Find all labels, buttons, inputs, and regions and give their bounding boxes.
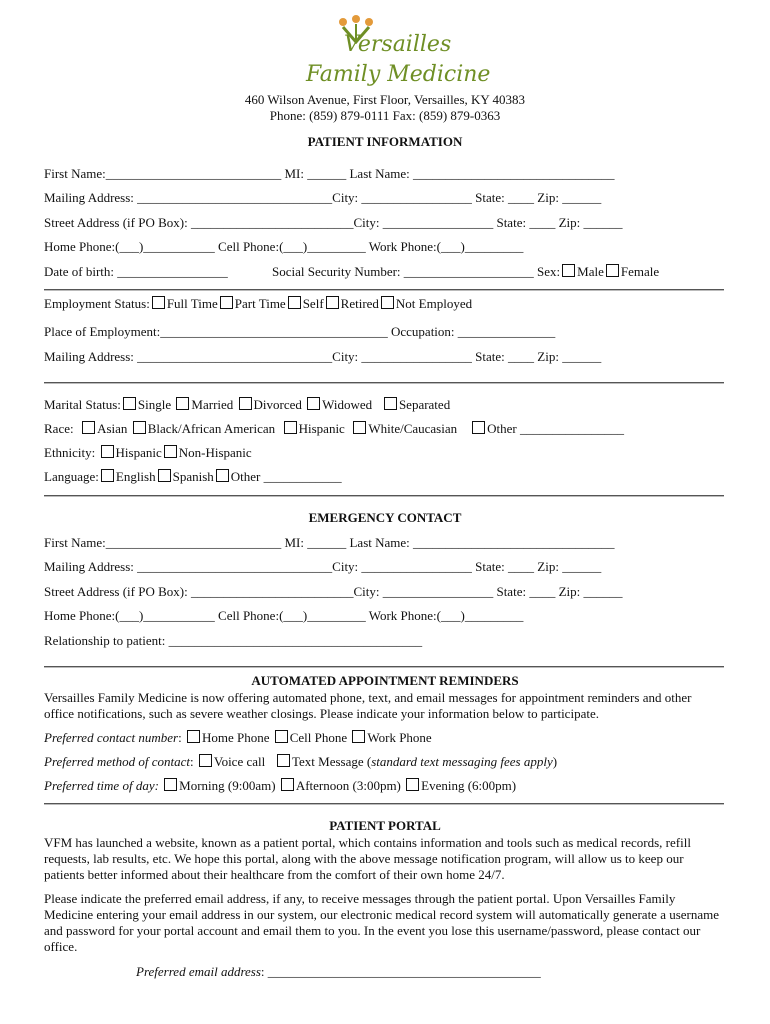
language-checkbox[interactable] (216, 469, 229, 482)
time-option: Evening (6:00pm) (421, 778, 517, 793)
race-checkbox[interactable] (353, 421, 366, 434)
employment-status-label: Employment Status: (44, 296, 150, 311)
marital-status-row (44, 397, 450, 413)
race-row (44, 421, 624, 437)
patient-street-row[interactable]: Street Address (if PO Box): _________________________City: _________________ State: ____ Zip: ______ (44, 215, 623, 230)
race-option: Black/African American (147, 421, 276, 436)
employment-option: Retired (340, 296, 379, 311)
sex-female-checkbox[interactable] (606, 264, 619, 277)
language-row (44, 469, 342, 485)
relationship-row[interactable]: Relationship to patient: _______________________________________ (44, 633, 423, 648)
marital-checkbox[interactable] (307, 397, 320, 410)
language-option: English (115, 469, 156, 484)
method-text-label: Text Message ( (292, 754, 372, 769)
ethnicity-option: Hispanic (115, 445, 162, 460)
divider (44, 666, 724, 668)
employment-option: Full Time (166, 296, 218, 311)
race-option: Other ________________ (487, 421, 624, 436)
employment-checkbox[interactable] (381, 296, 394, 309)
race-checkbox[interactable] (284, 421, 297, 434)
method-checkbox[interactable] (277, 754, 290, 767)
race-checkbox[interactable] (472, 421, 485, 434)
emergency-phone-row[interactable]: Home Phone:(___)___________ Cell Phone:(___)_________ Work Phone:(___)_________ (44, 608, 524, 623)
employment-checkbox[interactable] (152, 296, 165, 309)
race-label: Race: (44, 421, 74, 436)
employment-checkbox[interactable] (220, 296, 233, 309)
divider (44, 289, 724, 291)
language-label: Language: (44, 469, 99, 484)
time-checkbox[interactable] (281, 778, 294, 791)
sex-male-label: Male (577, 264, 604, 279)
employment-checkbox[interactable] (326, 296, 339, 309)
contact-method-row: Preferred method of contact: Voice call Text Message (standard text messaging fees apply) (44, 754, 558, 769)
marital-checkbox[interactable] (123, 397, 136, 410)
race-option: Asian (97, 421, 128, 436)
dob-field[interactable]: Date of birth: _________________ (44, 264, 228, 279)
employment-option: Not Employed (395, 296, 473, 311)
method-text-note: standard text messaging fees apply (371, 754, 553, 769)
method-voice-label: Voice call (213, 754, 266, 769)
reminders-intro: Versailles Family Medicine is now offering automated phone, text, and email messages for appointment reminders and other office notifications, such as severe weather closings. Please indicate your information below to participate. (44, 690, 692, 721)
contact-checkbox[interactable] (187, 730, 200, 743)
contact-option: Home Phone (201, 730, 270, 745)
sex-female-label: Female (620, 264, 660, 279)
employment-place-row[interactable]: Place of Employment:___________________________________ Occupation: _______________ (44, 324, 556, 339)
emergency-title: EMERGENCY CONTACT (308, 510, 462, 525)
time-of-day-row (44, 778, 516, 794)
employment-checkbox[interactable] (288, 296, 301, 309)
contact-checkbox[interactable] (275, 730, 288, 743)
marital-option: Single (137, 397, 172, 412)
patient-name-row[interactable]: First Name:___________________________ MI: ______ Last Name: _______________________________ (44, 166, 615, 181)
clinic-phone: Phone: (859) 879-0111 Fax: (859) 879-0363 (269, 108, 501, 123)
ssn-sex-row (272, 264, 659, 280)
race-option: White/Caucasian (368, 421, 458, 436)
ethnicity-checkbox[interactable] (164, 445, 177, 458)
emergency-mailing-row[interactable]: Mailing Address: ______________________________City: _________________ State: ____ Zip: ______ (44, 559, 602, 574)
logo-subtitle: Family Medicine (306, 62, 491, 87)
ethnicity-label: Ethnicity: (44, 445, 96, 460)
contact-number-row: Preferred contact number: Home Phone Cell Phone Work Phone (44, 730, 432, 745)
time-checkbox[interactable] (406, 778, 419, 791)
contact-option: Cell Phone (289, 730, 348, 745)
email-field[interactable]: : __________________________________________ (260, 964, 541, 979)
patient-mailing-row[interactable]: Mailing Address: ______________________________City: _________________ State: ____ Zip: ______ (44, 190, 602, 205)
language-option: Other ____________ (230, 469, 342, 484)
marital-checkbox[interactable] (384, 397, 397, 410)
clinic-address: 460 Wilson Avenue, First Floor, Versailles, KY 40383 (244, 92, 526, 107)
race-checkbox[interactable] (82, 421, 95, 434)
contact-number-label: Preferred contact number (44, 730, 179, 745)
marital-status-label: Marital Status: (44, 397, 121, 412)
employment-mailing-row[interactable]: Mailing Address: ______________________________City: _________________ State: ____ Zip: ______ (44, 349, 602, 364)
ethnicity-option: Non-Hispanic (178, 445, 252, 460)
language-checkbox[interactable] (158, 469, 171, 482)
marital-option: Divorced (253, 397, 302, 412)
contact-option: Work Phone (367, 730, 432, 745)
divider (44, 803, 724, 805)
email-label: Preferred email address (136, 964, 261, 979)
contact-checkbox[interactable] (352, 730, 365, 743)
time-option: Afternoon (3:00pm) (295, 778, 401, 793)
email-row (136, 964, 541, 980)
time-checkbox[interactable] (164, 778, 177, 791)
time-option: Morning (9:00am) (179, 778, 276, 793)
method-text-close: ) (552, 754, 558, 769)
employment-option: Part Time (234, 296, 286, 311)
ssn-field[interactable]: Social Security Number: ____________________ Sex: (272, 264, 561, 279)
reminders-title: AUTOMATED APPOINTMENT REMINDERS (251, 673, 519, 688)
method-checkbox[interactable] (199, 754, 212, 767)
logo-title: Versailles (344, 32, 452, 57)
race-checkbox[interactable] (133, 421, 146, 434)
divider (44, 495, 724, 497)
logo (300, 14, 491, 90)
race-option: Hispanic (298, 421, 345, 436)
language-option: Spanish (172, 469, 214, 484)
marital-option: Widowed (322, 397, 373, 412)
ethnicity-row (44, 445, 252, 461)
marital-checkbox[interactable] (239, 397, 252, 410)
language-checkbox[interactable] (101, 469, 114, 482)
time-of-day-label: Preferred time of day: (44, 778, 159, 793)
portal-paragraph-1: VFM has launched a website, known as a patient portal, which contains information and tools such as medical records, refill requests, lab results, etc. We hope this portal, along with the above message notification program, will allow us to keep our patients better informed about their healthcare from the comfort of their own home 24/7. (44, 835, 691, 882)
emergency-name-row[interactable]: First Name:___________________________ MI: ______ Last Name: _______________________________ (44, 535, 615, 550)
patient-phone-row[interactable]: Home Phone:(___)___________ Cell Phone:(___)_________ Work Phone:(___)_________ (44, 239, 524, 254)
sex-male-checkbox[interactable] (562, 264, 575, 277)
employment-status-row (44, 296, 472, 312)
marital-option: Separated (398, 397, 451, 412)
ethnicity-checkbox[interactable] (101, 445, 114, 458)
divider (44, 382, 724, 384)
emergency-street-row[interactable]: Street Address (if PO Box): _________________________City: _________________ State: ____ Zip: ______ (44, 584, 623, 599)
marital-option: Married (191, 397, 234, 412)
marital-checkbox[interactable] (176, 397, 189, 410)
portal-paragraph-2: Please indicate the preferred email address, if any, to receive messages through the patient portal. Upon Versailles Family Medicine entering your email address in our system, our electronic medical record system will automatically generate a username and password for your portal account and email them to you. In the event you lose this username/password, please contact our office. (44, 891, 720, 954)
contact-method-label: Preferred method of contact (44, 754, 190, 769)
patient-info-title: PATIENT INFORMATION (307, 134, 463, 149)
employment-option: Self (302, 296, 324, 311)
portal-title: PATIENT PORTAL (329, 818, 441, 833)
